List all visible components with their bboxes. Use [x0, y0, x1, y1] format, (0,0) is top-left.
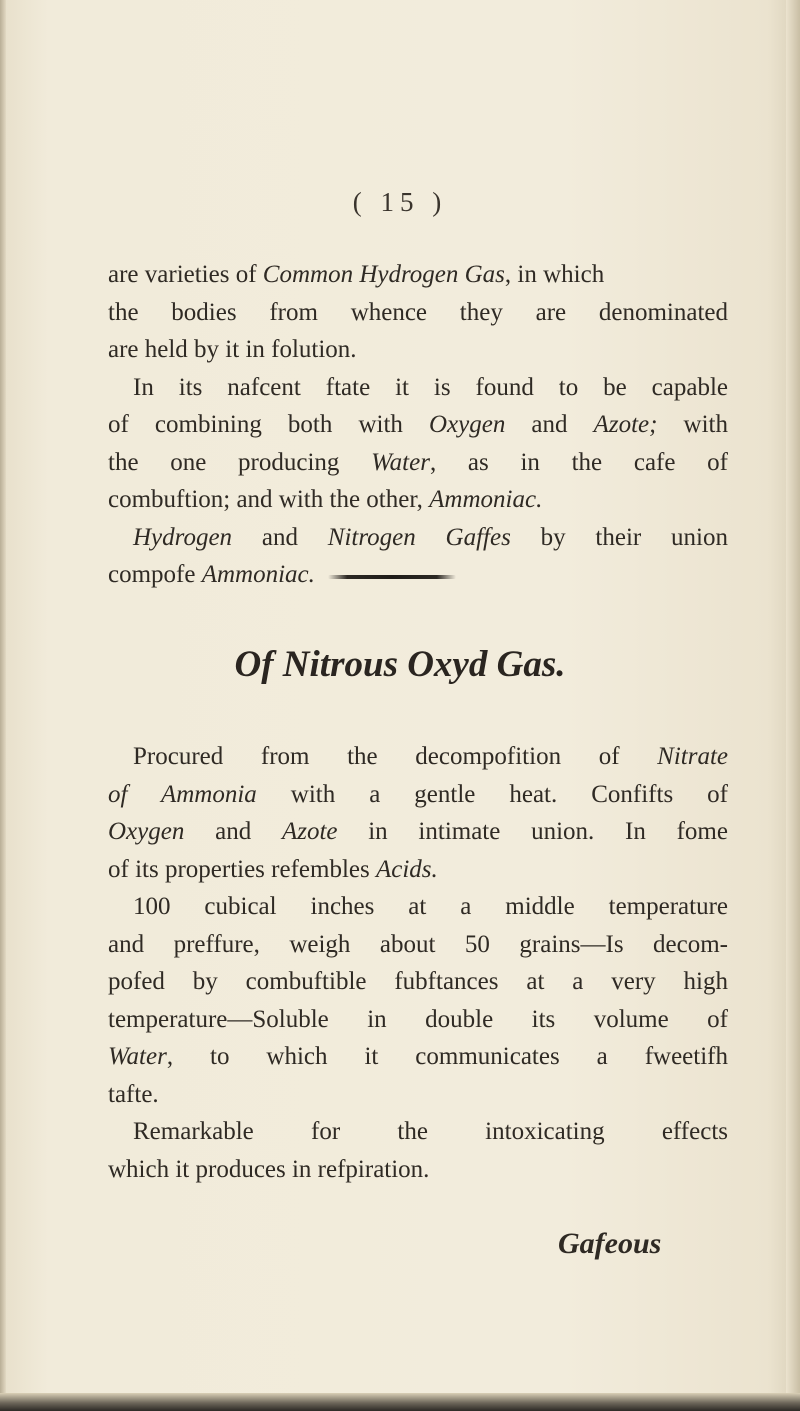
section-heading: Of Nitrous Oxyd Gas.	[234, 644, 566, 685]
page-number: ( 15 )	[352, 187, 448, 217]
text-run: and preffure, weigh about 50 grains—Is decom-	[108, 930, 728, 958]
text-run: with	[657, 411, 728, 438]
text-run: by their union	[510, 523, 728, 551]
text-line	[108, 256, 728, 294]
text-run: with a gentle heat. Confifts of	[256, 780, 728, 808]
paragraph-block-nitrous-oxyd	[108, 738, 728, 1188]
italic-term: Water	[108, 1043, 167, 1070]
italic-term: of Ammonia	[108, 780, 257, 808]
italic-term: Nitrogen Gaffes	[327, 523, 511, 551]
italic-term: Azote	[281, 818, 338, 845]
italic-term: Acids.	[375, 855, 438, 883]
text-run: , to which it communicates a fweetifh	[166, 1043, 728, 1070]
text-run: tafte.	[108, 1080, 159, 1108]
text-line	[108, 406, 728, 444]
text-line	[108, 444, 728, 482]
text-line	[108, 294, 728, 332]
text-run: the one producing	[108, 448, 372, 476]
text-line	[108, 331, 728, 369]
text-line	[108, 1151, 728, 1189]
text-line	[108, 776, 728, 814]
text-run: and	[232, 523, 328, 551]
text-line	[108, 813, 728, 851]
text-line	[108, 888, 728, 926]
text-line	[108, 851, 728, 889]
italic-term: Ammoniac.	[429, 486, 543, 513]
italic-term: Oxygen	[428, 411, 506, 438]
paragraph-block-hydrogen	[108, 256, 728, 594]
text-line	[108, 481, 728, 519]
text-run: , as in the cafe of	[429, 448, 728, 476]
italic-term: Oxygen	[108, 818, 185, 845]
text-run: Remarkable for the intoxicating effects	[133, 1118, 728, 1145]
text-line	[108, 519, 728, 557]
text-line	[108, 1038, 728, 1076]
text-run: Procured from the decompofition of	[133, 743, 658, 770]
italic-term: Common Hydrogen Gas	[262, 261, 505, 288]
catchword: Gafeous	[558, 1227, 662, 1260]
text-line	[108, 1076, 728, 1114]
text-run: which it produces in refpiration.	[108, 1155, 430, 1183]
text-run: the bodies from whence they are denominated	[108, 298, 728, 326]
section-divider-rule	[328, 575, 456, 579]
text-run: pofed by combuftible fubftances at a very high	[108, 968, 728, 995]
text-run: of combining both with	[108, 411, 429, 438]
italic-term: Hydrogen	[133, 523, 233, 551]
italic-term: Azote;	[593, 411, 658, 438]
text-line	[108, 369, 728, 407]
text-line	[108, 738, 728, 776]
text-run: combuftion; and with the other,	[108, 486, 430, 513]
text-run: 100 cubical inches at a middle temperature	[133, 893, 728, 920]
text-line	[108, 1001, 728, 1039]
text-run: are varieties of	[108, 261, 263, 288]
text-run: and	[184, 818, 282, 845]
text-line	[108, 1113, 728, 1151]
italic-term: Ammoniac.	[201, 561, 315, 588]
text-line	[108, 963, 728, 1001]
italic-term: Water	[371, 448, 430, 476]
text-run: temperature—Soluble in double its volume of	[108, 1005, 728, 1033]
text-run: , in which	[504, 261, 605, 288]
page-bottom-shadow	[0, 1393, 800, 1411]
text-line	[108, 926, 728, 964]
text-run: and	[505, 411, 594, 438]
text-run: compofe	[108, 561, 202, 588]
text-run: are held by it in folution.	[108, 336, 357, 363]
text-run: in intimate union. In fome	[337, 818, 728, 845]
italic-term: Nitrate	[657, 743, 728, 770]
text-run: In its nafcent ftate it is found to be capable	[133, 373, 728, 401]
text-run: of its properties refembles	[108, 855, 376, 883]
